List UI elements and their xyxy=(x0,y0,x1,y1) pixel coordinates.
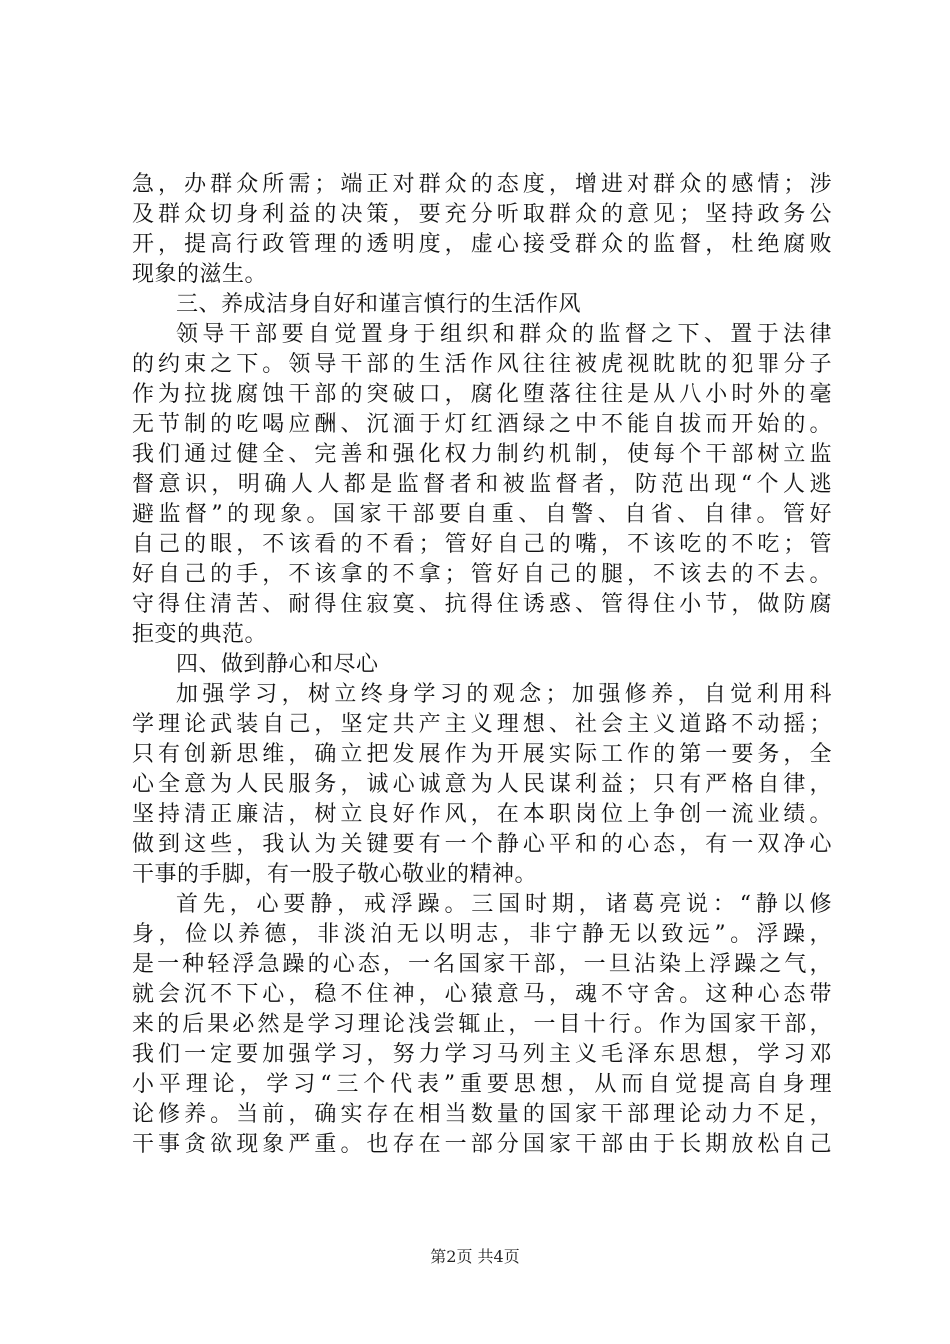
text-line: 干事的手脚，有一股子敬心敬业的精神。 xyxy=(132,862,538,887)
text-line: 拒变的典范。 xyxy=(132,622,268,647)
text-line: 小平理论，学习“三个代表”重要思想，从而自觉提高自身理 xyxy=(132,1072,832,1097)
text-line: 避监督”的现象。国家干部要自重、自警、自省、自律。管好 xyxy=(132,502,832,527)
text-line: 首先，心要静，戒浮躁。三国时期，诸葛亮说：“静以修 xyxy=(176,892,832,917)
text-line: 及群众切身利益的决策，要充分听取群众的意见；坚持政务公 xyxy=(132,202,832,227)
text-line: 守得住清苦、耐得住寂寞、抗得住诱惑、管得住小节，做防腐 xyxy=(132,592,832,617)
text-line: 的约束之下。领导干部的生活作风往往被虎视眈眈的犯罪分子 xyxy=(132,352,832,377)
text-line: 无节制的吃喝应酬、沉湎于灯红酒绿之中不能自拔而开始的。 xyxy=(132,412,832,437)
text-line: 学理论武装自己，坚定共产主义理想、社会主义道路不动摇； xyxy=(132,712,832,737)
page-footer xyxy=(0,1244,950,1267)
text-line: 急，办群众所需；端正对群众的态度，增进对群众的感情；涉 xyxy=(132,172,832,197)
text-line: 督意识，明确人人都是监督者和被监督者，防范出现“个人逃 xyxy=(132,472,832,497)
page-number: 第2页 共4页 xyxy=(430,1247,520,1266)
text-line: 是一种轻浮急躁的心态，一名国家干部，一旦沾染上浮躁之气， xyxy=(132,952,832,977)
text-line: 只有创新思维，确立把发展作为开展实际工作的第一要务，全 xyxy=(132,742,832,767)
text-line: 做到这些，我认为关键要有一个静心平和的心态，有一双净心 xyxy=(132,832,832,857)
text-line: 干事贪欲现象严重。也存在一部分国家干部由于长期放松自己 xyxy=(132,1132,832,1157)
text-line: 我们通过健全、完善和强化权力制约机制，使每个干部树立监 xyxy=(132,442,832,467)
text-line: 我们一定要加强学习，努力学习马列主义毛泽东思想，学习邓 xyxy=(132,1042,832,1067)
text-line: 加强学习，树立终身学习的观念；加强修养，自觉利用科 xyxy=(176,682,832,707)
text-line: 论修养。当前，确实存在相当数量的国家干部理论动力不足， xyxy=(132,1102,832,1127)
document-body xyxy=(132,170,832,1160)
text-line: 好自己的手，不该拿的不拿；管好自己的腿，不该去的不去。 xyxy=(132,562,832,587)
section-heading: 三、养成洁身自好和谨言慎行的生活作风 xyxy=(176,292,582,317)
text-line: 领导干部要自觉置身于组织和群众的监督之下、置于法律 xyxy=(176,322,832,347)
text-line: 开，提高行政管理的透明度，虚心接受群众的监督，杜绝腐败 xyxy=(132,232,832,257)
text-line: 作为拉拢腐蚀干部的突破口，腐化堕落往往是从八小时外的毫 xyxy=(132,382,832,407)
text-line: 来的后果必然是学习理论浅尝辄止，一目十行。作为国家干部， xyxy=(132,1012,832,1037)
section-heading: 四、做到静心和尽心 xyxy=(176,652,379,677)
text-line: 就会沉不下心，稳不住神，心猿意马，魂不守舍。这种心态带 xyxy=(132,982,832,1007)
text-line: 坚持清正廉洁，树立良好作风，在本职岗位上争创一流业绩。 xyxy=(132,802,832,827)
text-line: 自己的眼，不该看的不看；管好自己的嘴，不该吃的不吃；管 xyxy=(132,532,832,557)
text-line: 身，俭以养德，非淡泊无以明志，非宁静无以致远”。浮躁， xyxy=(132,922,832,947)
text-line: 现象的滋生。 xyxy=(132,262,268,287)
text-line: 心全意为人民服务，诚心诚意为人民谋利益；只有严格自律， xyxy=(132,772,832,797)
